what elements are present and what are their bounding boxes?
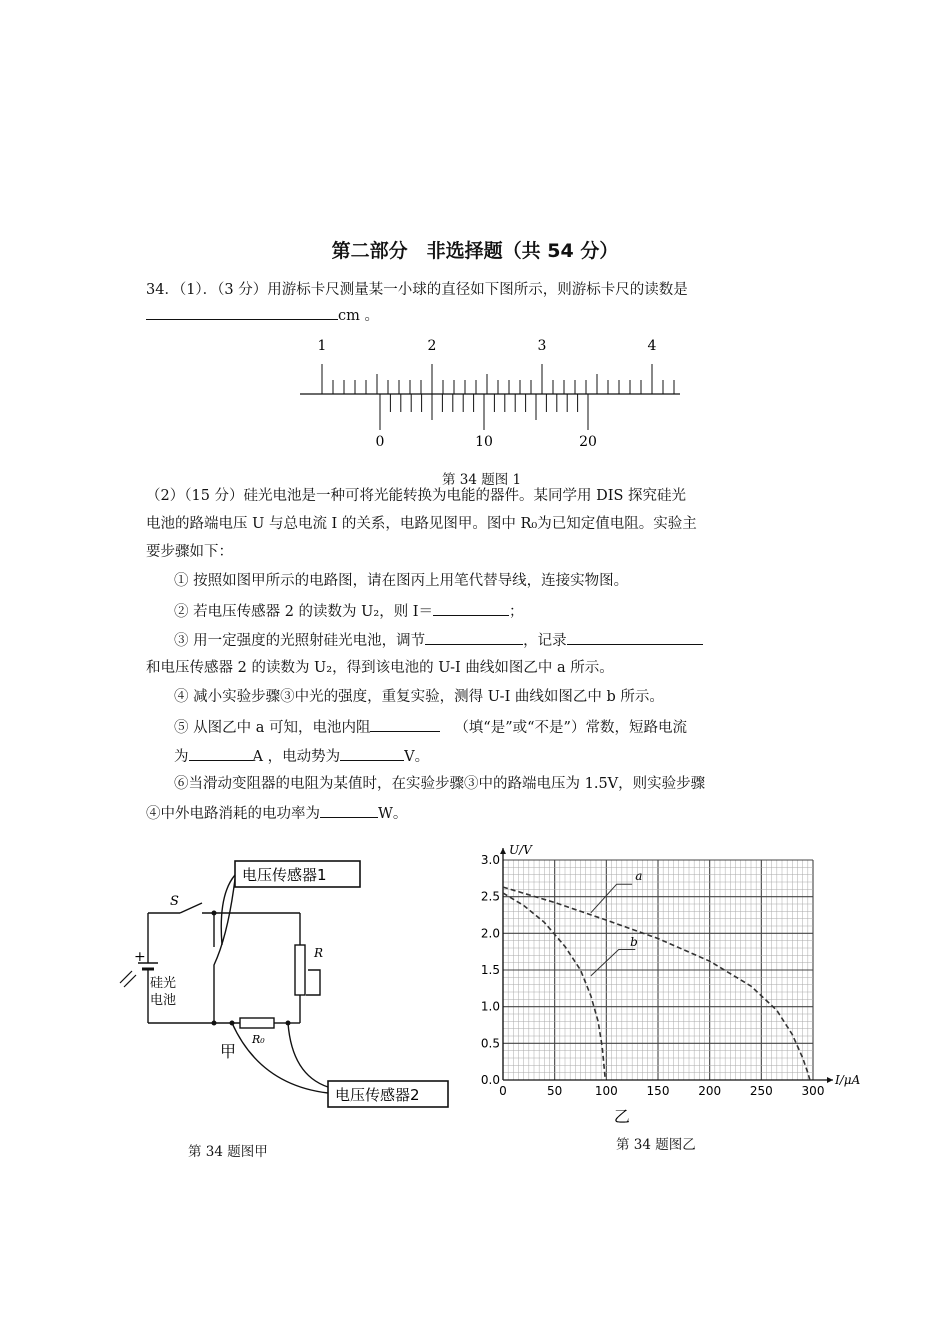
- step5-text-3: 为: [174, 749, 189, 765]
- y-tick-label: 1.5: [480, 963, 500, 977]
- step5-text: ⑤ 从图乙中 a 可知，电池内阻: [174, 720, 371, 736]
- q34-part2-line2: 电池的路端电压 U 与总电流 I 的关系，电路见图甲。图中 R₀为已知定值电阻。实验主: [146, 516, 697, 532]
- caliper-caption: 第 34 题图 1: [442, 472, 522, 488]
- battery-label-1: 硅光: [150, 976, 177, 991]
- vernier-label: 0: [375, 434, 385, 450]
- x-axis-arrow-icon: [827, 1077, 833, 1083]
- x-tick-label: 300: [801, 1084, 825, 1098]
- q34-part1-text: 34．（1）．（3 分）用游标卡尺测量某一小球的直径如下图所示，则游标卡尺的读数是: [146, 282, 688, 298]
- x-tick-label: 150: [646, 1084, 670, 1098]
- step5-line: [174, 716, 687, 738]
- x-tick-label: 0: [499, 1084, 507, 1098]
- section-title: 第二部分 非选择题（共 54 分）: [331, 240, 619, 262]
- r0-label: R₀: [252, 1033, 265, 1046]
- circuit-caption: 第 34 题图甲: [188, 1144, 268, 1160]
- main-scale-label: 2: [427, 338, 437, 354]
- q34-part2-line1: （2）（15 分）硅光电池是一种可将光能转换为电能的器件。某同学用 DIS 探究硅光: [146, 488, 687, 504]
- curve-label-b: b: [630, 934, 638, 949]
- step3-record: ，记录: [523, 633, 567, 649]
- light-arrows-icon: [120, 971, 136, 987]
- step5-line2: [174, 745, 429, 767]
- battery-label-2: 电池: [150, 993, 177, 1008]
- y-tick-label: 2.5: [480, 889, 500, 904]
- main-scale-label: 4: [647, 338, 657, 354]
- y-axis-arrow-icon: [500, 848, 506, 854]
- step2-text: ② 若电压传感器 2 的读数为 U₂，则 I＝: [174, 604, 434, 620]
- step2-end: ；: [509, 604, 524, 620]
- step5-text-4: A ，电动势为: [252, 749, 341, 765]
- step3-text: ③ 用一定强度的光照射硅光电池，调节: [174, 633, 426, 649]
- main-scale-label: 3: [537, 338, 547, 354]
- x-tick-label: 100: [594, 1084, 618, 1098]
- step3-line: [174, 629, 703, 651]
- chart-caption: 第 34 题图乙: [616, 1137, 696, 1153]
- vernier-caliper: [300, 330, 690, 460]
- switch-label: S: [170, 894, 179, 909]
- circuit-diagram: [110, 855, 455, 1115]
- cm-unit: cm 。: [338, 308, 379, 324]
- y-tick-label: 3.0: [480, 853, 500, 867]
- sensor1-label: 电压传感器1: [242, 866, 327, 884]
- step6-text: ⑥当滑动变阻器的电阻为某值时，在实验步骤③中的路端电压为 1.5V，则实验步骤: [174, 776, 706, 792]
- y-axis-label: U/V: [509, 843, 532, 857]
- vernier-label: 10: [475, 434, 493, 450]
- y-tick-label: 0.0: [480, 1073, 500, 1087]
- step6-line2: [146, 802, 407, 824]
- short-current-blank[interactable]: [189, 745, 253, 761]
- ui-chart: [470, 840, 880, 1140]
- sensor2-label: 电压传感器2: [335, 1086, 420, 1104]
- power-blank[interactable]: [320, 802, 378, 818]
- adjust-blank[interactable]: [425, 629, 523, 645]
- main-scale-label: 1: [317, 338, 327, 354]
- resistance-blank[interactable]: [370, 716, 440, 732]
- vernier-label: 20: [579, 434, 597, 450]
- junction-dots: [212, 911, 291, 1026]
- rheostat-r: [295, 945, 305, 995]
- q34-part1-answer-line: [146, 304, 379, 326]
- caliper-reading-blank[interactable]: [146, 304, 338, 320]
- emf-blank[interactable]: [340, 745, 404, 761]
- curve-label-a: a: [635, 868, 643, 883]
- resistor-r0: [240, 1018, 274, 1028]
- step5-text-5: V。: [404, 749, 430, 765]
- step2-line: [174, 600, 524, 622]
- step6-text-2: ④中外电路消耗的电功率为: [146, 806, 320, 822]
- x-tick-label: 200: [698, 1084, 722, 1098]
- current-blank[interactable]: [433, 600, 509, 616]
- figure-jia-label: 甲: [220, 1042, 237, 1061]
- step3-cont: 和电压传感器 2 的读数为 U₂，得到该电池的 U-I 曲线如图乙中 a 所示。: [146, 660, 614, 676]
- plus-label: +: [134, 949, 146, 965]
- x-axis-label: I/μA: [835, 1073, 861, 1087]
- x-tick-label: 250: [749, 1084, 773, 1098]
- switch-blade: [180, 903, 202, 913]
- q34-part2-line3: 要步骤如下：: [146, 544, 233, 560]
- y-tick-label: 1.0: [480, 999, 500, 1014]
- step1-text: ① 按照如图甲所示的电路图，请在图丙上用笔代替导线，连接实物图。: [174, 573, 629, 589]
- y-tick-label: 0.5: [480, 1036, 500, 1051]
- y-tick-label: 2.0: [480, 926, 500, 941]
- step4-text: ④ 减小实验步骤③中光的强度，重复实验，测得 U-I 曲线如图乙中 b 所示。: [174, 689, 664, 705]
- step5-text-2: （填“是”或“不是”）常数，短路电流: [454, 720, 687, 736]
- r-label: R: [314, 946, 324, 960]
- figure-yi-label: 乙: [613, 1107, 630, 1126]
- series-a-line: [503, 887, 810, 1080]
- step6-text-3: W。: [378, 806, 408, 822]
- x-tick-label: 50: [547, 1084, 563, 1098]
- record-blank[interactable]: [567, 629, 703, 645]
